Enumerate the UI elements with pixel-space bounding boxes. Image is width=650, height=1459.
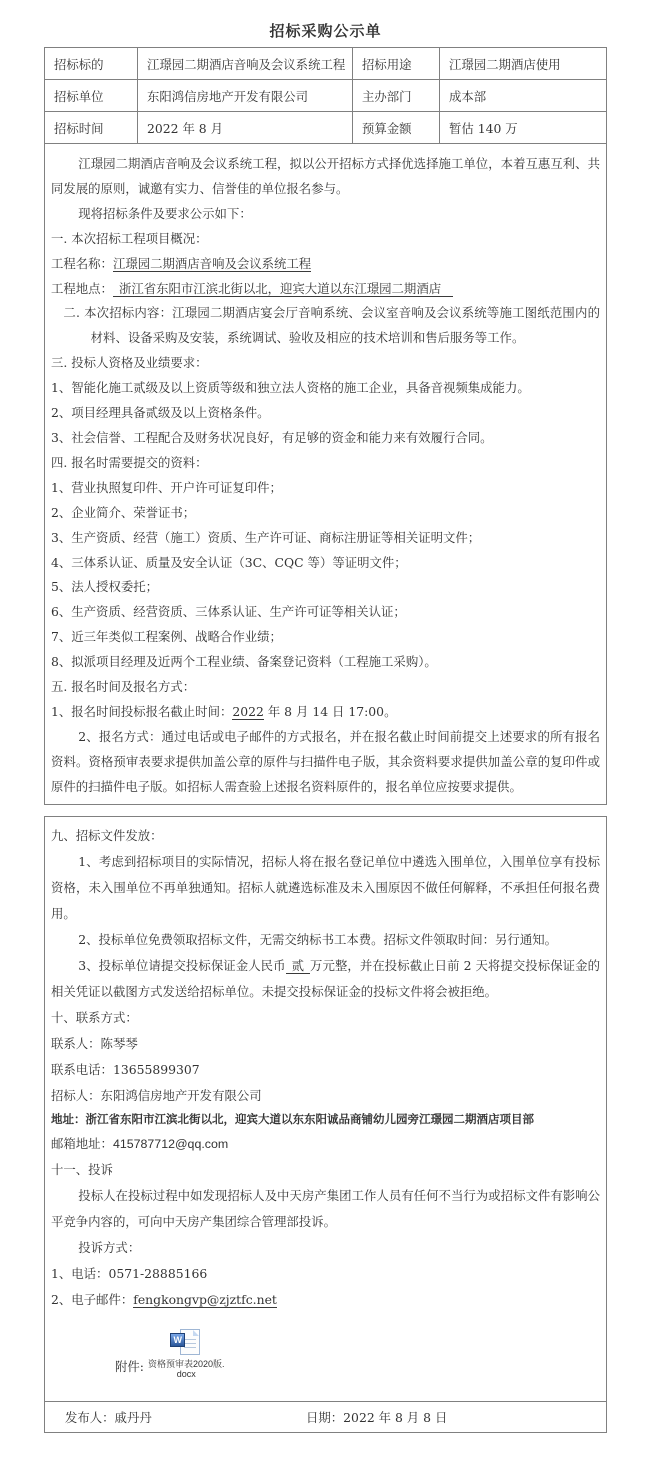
attachment-filename bbox=[148, 1359, 225, 1379]
field-label-budget: 预算金额 bbox=[353, 112, 440, 144]
list-item: 1、营业执照复印件、开户许可证复印件； bbox=[51, 479, 282, 495]
section-11-heading: 十一、投诉 bbox=[51, 1161, 113, 1177]
attachment-label: 附件: bbox=[115, 1358, 144, 1374]
publish-date: 日期：2022 年 8 月 8 日 bbox=[306, 1409, 448, 1425]
main-announcement-box bbox=[44, 47, 607, 805]
contact-person-line: 联系人：陈琴琴 bbox=[51, 1035, 138, 1051]
attachment-block bbox=[115, 1327, 600, 1379]
page-text-line bbox=[184, 1339, 196, 1340]
section-10-heading: 十、联系方式： bbox=[51, 1009, 138, 1025]
project-name-line bbox=[51, 252, 600, 277]
signup-method-paragraph: 2、报名方式：通过电话或电子邮件的方式报名，并在报名截止时间前提交上述要求的所有报名资料。资格预审表要求提供加盖公章的原件与扫描件电子版，其余资料要求提供加盖公章的复印件或原件的扫描件电子版。如招标人需查验上述报名资料原件的，报名单位应按要求提供。 bbox=[51, 728, 600, 794]
address-line: 地址：浙江省东阳市江滨北街以北，迎宾大道以东东阳诚品商铺幼儿园旁江璟园二期酒店项目部 bbox=[51, 1113, 534, 1126]
publish-line: 现将招标条件及要求公示如下： bbox=[78, 205, 252, 221]
complaint-email-label: 2、电子邮件： bbox=[51, 1291, 134, 1307]
complaint-method-heading: 投诉方式： bbox=[78, 1239, 141, 1255]
page-text-line bbox=[184, 1343, 196, 1344]
contact-phone-line: 联系电话：13655899307 bbox=[51, 1061, 200, 1077]
secondary-announcement-box bbox=[44, 816, 607, 1433]
word-logo-badge: W bbox=[170, 1333, 185, 1347]
field-label-host-dept: 主办部门 bbox=[353, 80, 440, 112]
deposit-amount-underlined: 贰 bbox=[286, 958, 310, 974]
announcement-body bbox=[45, 144, 606, 804]
section-3-heading: 三. 投标人资格及业绩要求： bbox=[51, 355, 208, 371]
list-item: 5、法人授权委托； bbox=[51, 579, 159, 595]
table-row bbox=[45, 48, 606, 80]
table-row bbox=[45, 80, 606, 112]
page-fold-corner bbox=[193, 1330, 199, 1336]
list-item: 2、项目经理具备贰级及以上资格条件。 bbox=[51, 405, 270, 421]
deposit-paragraph bbox=[51, 953, 600, 1005]
word-doc-icon[interactable] bbox=[170, 1329, 202, 1357]
section-11-paragraph: 投标人在投标过程中如发现招标人及中天房产集团工作人员有任何不当行为或招标文件有影响公平竞争内容的，可向中天房产集团综合管理部投诉。 bbox=[51, 1187, 600, 1229]
email-label: 邮箱地址： bbox=[51, 1135, 113, 1151]
field-value-budget: 暂估 140 万 bbox=[440, 112, 607, 144]
field-label-bid-subject: 招标标的 bbox=[45, 48, 138, 80]
intro-paragraph: 江璟园二期酒店音响及会议系统工程，拟以公开招标方式择优选择施工单位，本着互惠互利、共同发展的原则，诚邀有实力、信誉佳的单位报名参与。 bbox=[51, 156, 600, 196]
attachment-file[interactable] bbox=[148, 1329, 225, 1379]
section-1-heading: 一. 本次招标工程项目概况： bbox=[51, 230, 208, 246]
publisher-label: 发布人：戚丹丹 bbox=[65, 1409, 152, 1425]
list-item: 2、企业简介、荣誉证书； bbox=[51, 504, 196, 520]
deposit-prefix: 3、投标单位请提交投标保证金人民币 bbox=[78, 957, 286, 973]
list-item: 7、近三年类似工程案例、战略合作业绩； bbox=[51, 629, 282, 645]
header-info-table bbox=[45, 48, 606, 144]
complaint-phone-line: 1、电话：0571-28885166 bbox=[51, 1265, 208, 1281]
complaint-email-link[interactable]: fengkongvp@zjztfc.net bbox=[133, 1291, 277, 1307]
section-9-paragraph-1: 1、考虑到招标项目的实际情况，招标人将在报名登记单位中遴选入围单位，入围单位享有投标资格，未入围单位不再单独通知。招标人就遴选标准及未入围原因不做任何解释，不承担任何报名费用。 bbox=[51, 853, 600, 921]
field-label-bid-purpose: 招标用途 bbox=[353, 48, 440, 80]
field-value-host-dept: 成本部 bbox=[440, 80, 607, 112]
section-5-heading: 五. 报名时间及报名方式： bbox=[51, 679, 196, 695]
page-title: 招标采购公示单 bbox=[269, 22, 382, 40]
footer-row bbox=[45, 1401, 606, 1432]
page-text-line bbox=[184, 1347, 196, 1348]
deadline-year-underlined: 2022 bbox=[232, 703, 264, 719]
field-value-bid-time: 2022 年 8 月 bbox=[138, 112, 353, 144]
table-row bbox=[45, 112, 606, 144]
field-value-bid-unit: 东阳鸿信房地产开发有限公司 bbox=[138, 80, 353, 112]
deadline-line bbox=[51, 700, 600, 725]
list-item: 1、智能化施工贰级及以上资质等级和独立法人资格的施工企业，具备音视频集成能力。 bbox=[51, 380, 530, 396]
section-9-paragraph-2: 2、投标单位免费领取招标文件，无需交纳标书工本费。招标文件领取时间：另行通知。 bbox=[78, 931, 557, 947]
project-name-label: 工程名称： bbox=[51, 255, 113, 271]
list-item: 6、生产资质、经营资质、三体系认证、生产许可证等相关认证； bbox=[51, 604, 406, 620]
email-value: 415787712@qq.com bbox=[112, 1136, 229, 1151]
project-location-label: 工程地点： bbox=[51, 280, 113, 296]
section-2-text: 二. 本次招标内容：江璟园二期酒店宴会厅音响系统、会议室音响及会议系统等施工图纸范围内的材料、设备采购及安装，系统调试、验收及相应的技术培训和售后服务等工作。 bbox=[63, 305, 600, 346]
list-item: 3、生产资质、经营（施工）资质、生产许可证、商标注册证等相关证明文件； bbox=[51, 529, 481, 545]
project-name-value: 江璟园二期酒店音响及会议系统工程 bbox=[112, 255, 312, 271]
field-value-bid-subject: 江璟园二期酒店音响及会议系统工程 bbox=[138, 48, 353, 80]
deadline-suffix: 年 8 月 14 日 17:00。 bbox=[263, 703, 397, 719]
list-item: 4、三体系认证、质量及安全认证（3C、CQC 等）等证明文件； bbox=[51, 554, 407, 570]
project-location-value: 浙江省东阳市江滨北街以北，迎宾大道以东江璟园二期酒店 bbox=[113, 281, 453, 297]
attachment-filename-line1: 资格预审表2020版. bbox=[147, 1358, 225, 1369]
list-item: 3、社会信誉、工程配合及财务状况良好，有足够的资金和能力来有效履行合同。 bbox=[51, 429, 493, 445]
field-label-bid-unit: 招标单位 bbox=[45, 80, 138, 112]
field-label-bid-time: 招标时间 bbox=[45, 112, 138, 144]
section-9-heading: 九、招标文件发放： bbox=[51, 827, 163, 843]
field-value-bid-purpose: 江璟园二期酒店使用 bbox=[440, 48, 607, 80]
deadline-prefix: 1、报名时间投标报名截止时间： bbox=[51, 703, 233, 719]
project-location-line bbox=[51, 277, 600, 302]
section-4-heading: 四. 报名时需要提交的资料： bbox=[51, 454, 208, 470]
attachment-filename-line2: docx bbox=[176, 1368, 196, 1379]
list-item: 8、拟派项目经理及近两个工程业绩、备案登记资料（工程施工采购）。 bbox=[51, 654, 437, 670]
tenderer-line: 招标人：东阳鸿信房地产开发有限公司 bbox=[51, 1087, 262, 1103]
deposit-suffix: 万元整，并在投标截止日前 2 天将提交投标保证金的相关凭证以截图方式发送给招标单位。未提交投标保证金的投标文件将会被拒绝。 bbox=[51, 957, 600, 999]
email-line bbox=[51, 1131, 600, 1157]
complaint-email-line bbox=[51, 1287, 600, 1313]
secondary-body bbox=[45, 817, 606, 1379]
